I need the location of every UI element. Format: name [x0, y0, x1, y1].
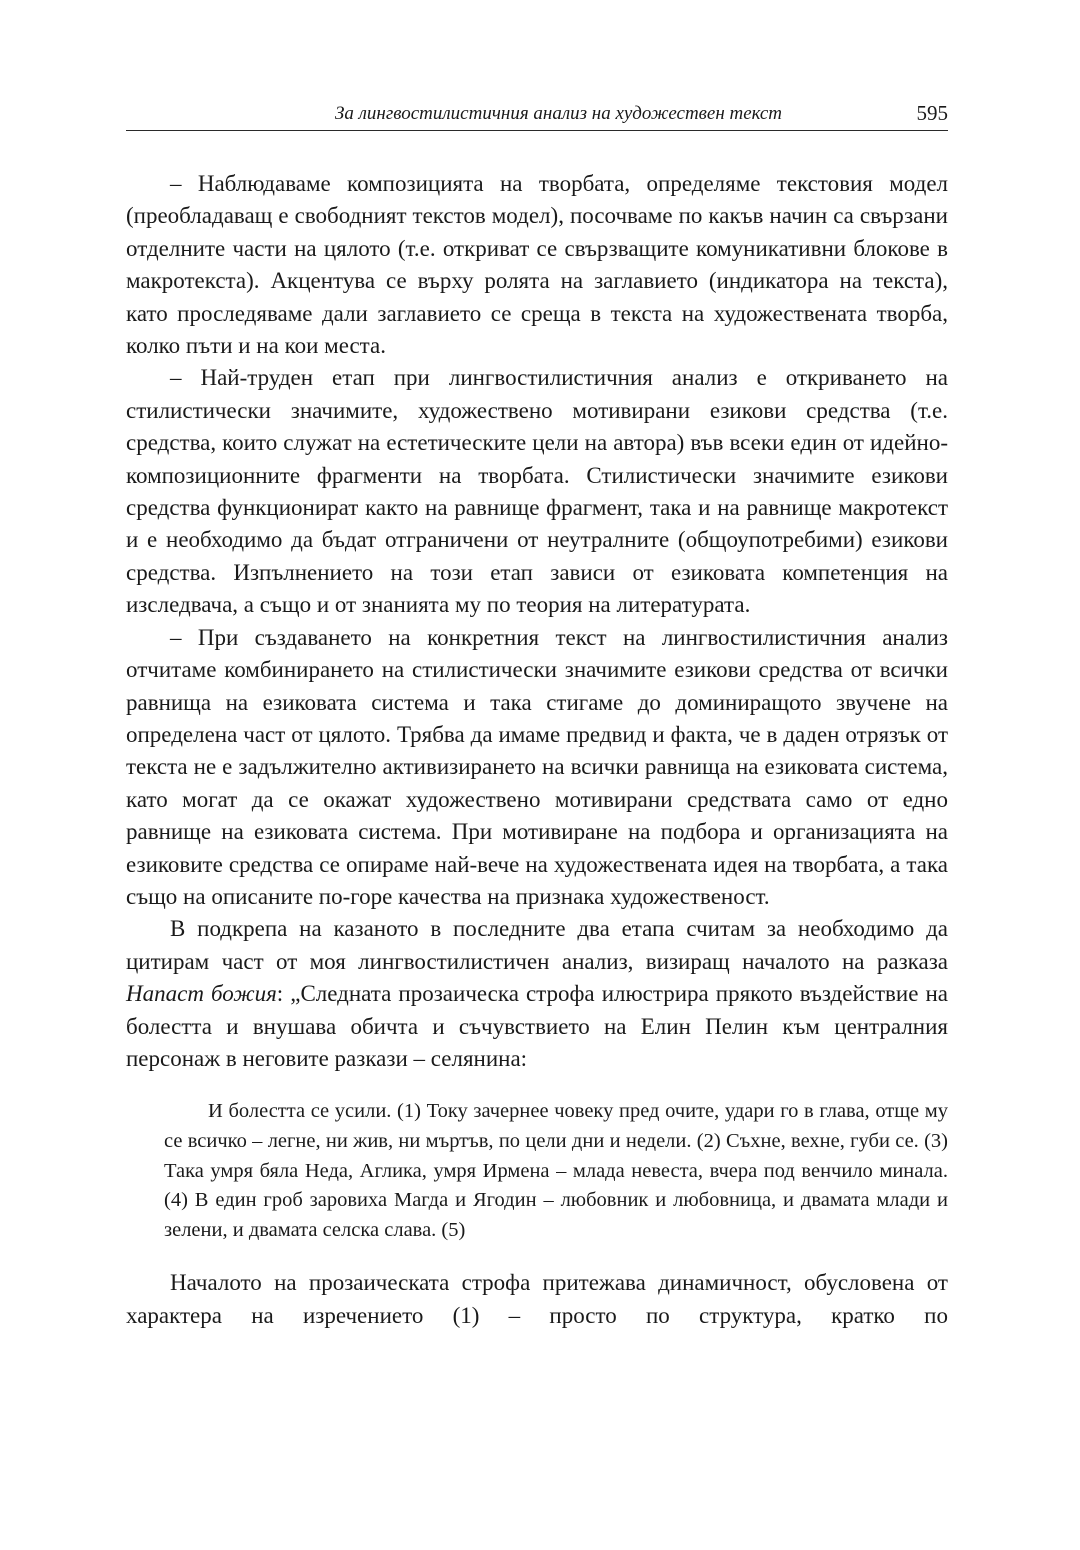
paragraph-stylistic-means: – Най-труден етап при лингвостилистичния анализ е откриването на стилистически значимите, художествено мотивирани езикови средства (т.е. средства, които служат на естетическите цели на автора) във всеки един от идейно-композиционните фрагменти на творбата. Стилистически значимите езикови средства функционират както на равнище фрагмент, така и на равнище макротекст и е необходимо да бъдат отграничени от неутралните (общоупотребими) езикови средства. Изпълнението на този етап зависи от езиковата компетенция на изследвача, а също и от знанията му по теория на литературата. [126, 365, 948, 618]
book-page [126, 96, 948, 1332]
paragraph-citation-intro [126, 913, 948, 1075]
citation-intro-start: В подкрепа на казаното в последните два етапа считам за необходимо да цитирам част от моя лингвостилистичен анализ, визиращ началото на разказа [126, 916, 948, 974]
story-title: Напаст божия [126, 981, 277, 1007]
page-number: 595 [916, 101, 948, 125]
block-quote [164, 1097, 948, 1245]
paragraph-analysis-text: – При създаването на конкретния текст на лингвостилистичния анализ отчитаме комбинирането на стилистически значимите езикови средства от всички равнища на езиковата система и така стигаме до доминиращото звучене на определена част от цялото. Трябва да имаме предвид и факта, че в даден отрязък от текста не е задължително активизирането на всички равнища на езиковата система, като могат да се окажат художествено мотивирани средствата само от едно равнище на езиковата система. При мотивиране на подбора и организацията на езиковите средства се опираме най-вече на художествената идея на творбата, а така също на описаните по-горе качества на признака художественост. [126, 624, 948, 909]
running-header-title: За лингвостилистичния анализ на художествен текст [334, 103, 782, 124]
paragraph-composition: – Наблюдаваме композицията на творбата, определяме текстовия модел (преобладаващ е свободният текстов модел), посочваме по какъв начин са свързани отделните части на цялото (т.е. откриват се свързващите комуникативни блокове в макротекста). Акцентува се върху ролята на заглавието (индикатора на текста), като проследяваме дали заглавието се среща в текста на художествената творба, колко пъти и на кои места. [126, 171, 948, 359]
running-header [126, 96, 948, 131]
body-text [126, 168, 948, 1332]
paragraph-strophe-analysis: Началото на прозаическата строфа притежава динамичност, обусловена от характера на изречението (1) – просто по структура, кратко по [126, 1270, 948, 1328]
block-quote-text: И болестта се усили. (1) Току зачернее човеку пред очите, удари го в глава, отще му се всичко – легне, ни жив, ни мъртъв, по цели дни и недели. (2) Съхне, вехне, губи се. (3) Така умря бяла Неда, Аглика, умря Ирмена – млада невеста, вчера под венчило минала. (4) В един гроб заровиха Магда и Ягодин – любовник и любовница, и двамата млади и зелени, и двамата селска слава. (5) [164, 1100, 948, 1241]
citation-intro-end: : „Следната прозаическа строфа илюстрира прякото въздействие на болестта и внушава обичта и съчувствието на Елин Пелин към централния персонаж в неговите разкази – селянина: [126, 981, 948, 1071]
